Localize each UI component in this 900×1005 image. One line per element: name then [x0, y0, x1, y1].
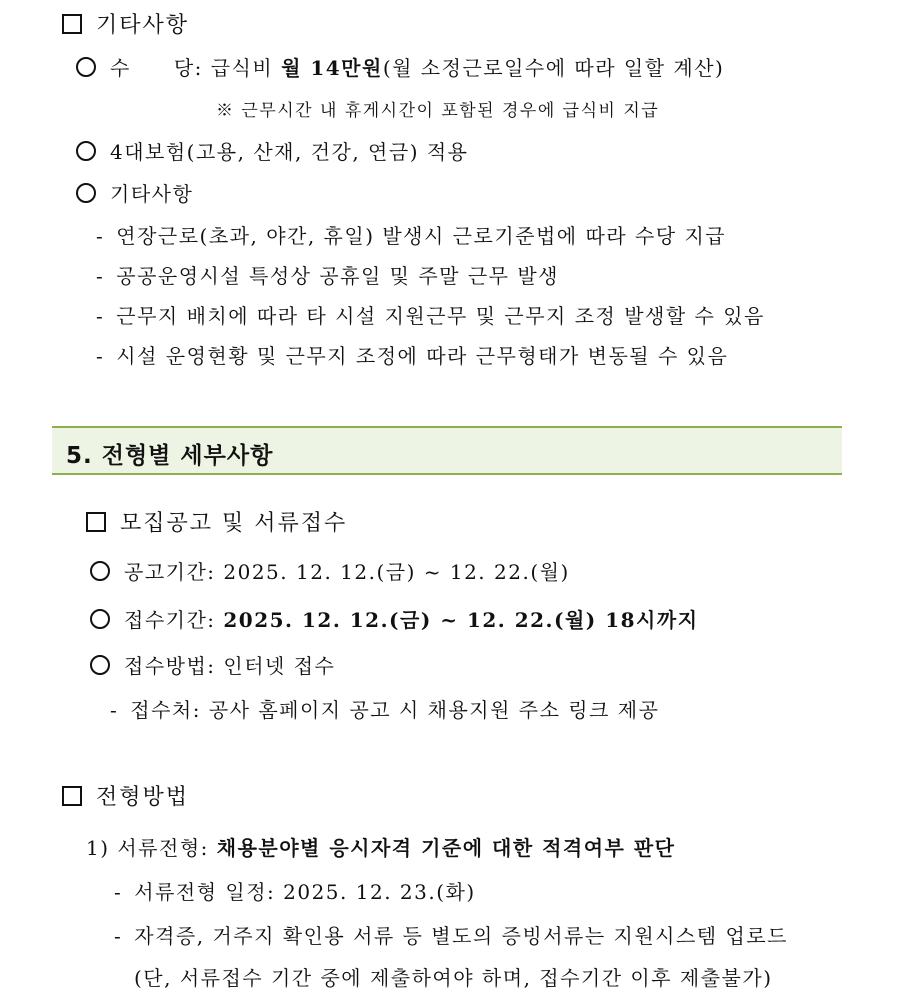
section-5-title: 5. 전형별 세부사항	[66, 443, 274, 469]
list-item-text: 자격증, 거주지 확인용 서류 등 별도의 증빙서류는 지원시스템 업로드	[134, 924, 788, 948]
list-item-text: 서류전형 일정: 2025. 12. 23.(화)	[134, 880, 476, 904]
insurance-line	[76, 136, 469, 165]
checkbox-square-icon	[62, 14, 82, 34]
list-item: - 공공운영시설 특성상 공휴일 및 주말 근무 발생	[96, 264, 559, 288]
notice-period-text: 공고기간: 2025. 12. 12.(금) ~ 12. 22.(월)	[124, 560, 570, 584]
allowance-label: 수 당: 급식비	[110, 56, 282, 80]
list-item: - 시설 운영현황 및 근무지 조정에 따라 근무형태가 변동될 수 있음	[96, 344, 729, 368]
allowance-amount: 월 14만원	[281, 56, 383, 80]
circle-bullet-icon	[76, 141, 96, 161]
checkbox-square-icon	[62, 786, 82, 806]
recruit-heading-text: 모집공고 및 서류접수	[120, 511, 348, 536]
list-item: - 근무지 배치에 따라 타 시설 지원근무 및 근무지 조정 발생할 수 있음	[96, 304, 765, 328]
circle-bullet-icon	[90, 609, 110, 629]
step1-note: (단, 서류접수 기간 중에 제출하여야 하며, 접수기간 이후 제출불가)	[134, 966, 773, 990]
method-text: 접수방법: 인터넷 접수	[124, 654, 336, 678]
misc-heading-text: 기타사항	[96, 13, 190, 38]
other-line	[76, 178, 193, 207]
receipt-value: 2025. 12. 12.(금) ~ 12. 22.(월) 18시까지	[223, 608, 699, 632]
allowance-tail: (월 소정근로일수에 따라 일할 계산)	[382, 56, 725, 80]
notice-period-line	[90, 556, 570, 585]
section-5-header	[52, 426, 842, 475]
misc-heading	[62, 8, 189, 39]
method-detail: - 접수처: 공사 홈페이지 공고 시 채용지원 주소 링크 제공	[110, 698, 660, 722]
screening-heading-text: 전형방법	[96, 785, 190, 810]
other-label: 기타사항	[110, 182, 194, 206]
allowance-note: ※ 근무시간 내 휴게시간이 포함된 경우에 급식비 지급	[216, 101, 660, 121]
receipt-label: 접수기간:	[124, 608, 224, 632]
circle-bullet-icon	[90, 561, 110, 581]
circle-bullet-icon	[90, 655, 110, 675]
checkbox-square-icon	[86, 512, 106, 532]
list-item-text: 공공운영시설 특성상 공휴일 및 주말 근무 발생	[116, 264, 559, 288]
insurance-text: 4대보험(고용, 산재, 건강, 연금) 적용	[110, 140, 469, 164]
list-item: - 서류전형 일정: 2025. 12. 23.(화)	[114, 880, 476, 904]
method-line	[90, 650, 335, 679]
list-item-text: 시설 운영현황 및 근무지 조정에 따라 근무형태가 변동될 수 있음	[116, 344, 729, 368]
allowance-line	[76, 52, 724, 81]
list-item: - 연장근로(초과, 야간, 휴일) 발생시 근로기준법에 따라 수당 지급	[96, 224, 727, 248]
method-detail-text: 접수처: 공사 홈페이지 공고 시 채용지원 주소 링크 제공	[130, 698, 660, 722]
list-item-text: 근무지 배치에 따라 타 시설 지원근무 및 근무지 조정 발생할 수 있음	[116, 304, 765, 328]
recruit-heading	[86, 506, 347, 537]
step1-value: 채용분야별 응시자격 기준에 대한 적격여부 판단	[216, 836, 676, 860]
screening-heading	[62, 780, 189, 811]
receipt-period-line	[90, 604, 699, 633]
step1-label: 1) 서류전형:	[86, 836, 217, 860]
circle-bullet-icon	[76, 57, 96, 77]
list-item: - 자격증, 거주지 확인용 서류 등 별도의 증빙서류는 지원시스템 업로드	[114, 924, 788, 948]
screening-step1	[86, 832, 675, 861]
list-item-text: 연장근로(초과, 야간, 휴일) 발생시 근로기준법에 따라 수당 지급	[116, 224, 727, 248]
circle-bullet-icon	[76, 183, 96, 203]
